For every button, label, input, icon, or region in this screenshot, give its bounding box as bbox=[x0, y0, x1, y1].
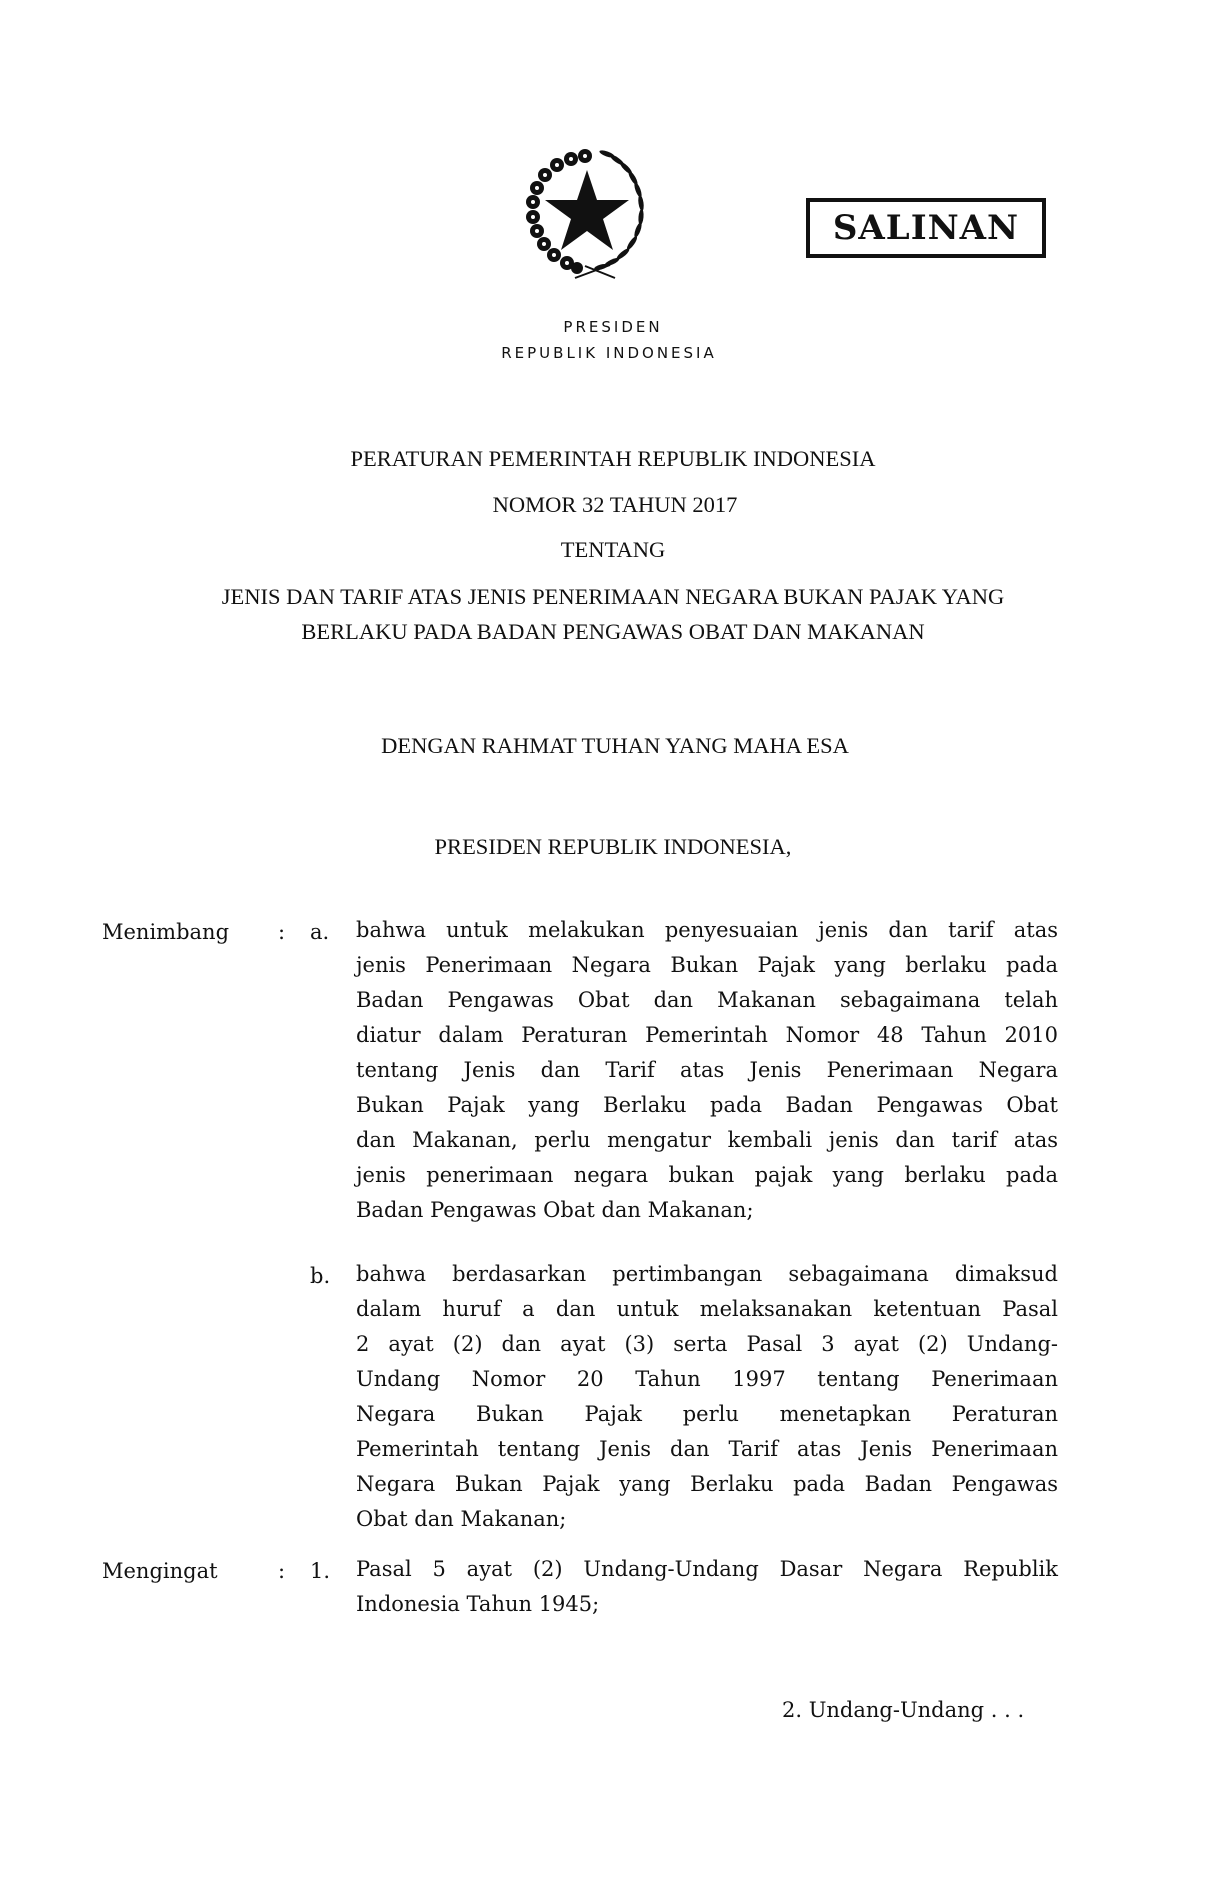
text-line: Negara Bukan Pajak yang Berlaku pada Badan Pengawas bbox=[356, 1472, 1058, 1496]
text-line: tentang Jenis dan Tarif atas Jenis Penerimaan Negara bbox=[356, 1058, 1058, 1082]
text-line: Badan Pengawas Obat dan Makanan; bbox=[356, 1198, 754, 1222]
menimbang-colon: : bbox=[278, 920, 286, 944]
text-line: dalam huruf a dan untuk melaksanakan ketentuan Pasal bbox=[356, 1297, 1058, 1321]
issuer-heading-line1: PRESIDEN bbox=[563, 318, 663, 336]
text-line: jenis penerimaan negara bukan pajak yang berlaku pada bbox=[356, 1163, 1058, 1187]
copy-stamp-label: SALINAN bbox=[832, 208, 1020, 248]
mengingat-label: Mengingat bbox=[102, 1559, 218, 1583]
copy-stamp bbox=[806, 198, 1046, 258]
regulation-about: TENTANG bbox=[560, 537, 666, 562]
regulation-subject-line2: BERLAKU PADA BADAN PENGAWAS OBAT DAN MAKANAN bbox=[301, 619, 925, 644]
menimbang-item-b-marker: b. bbox=[310, 1264, 331, 1288]
menimbang-item-a-marker: a. bbox=[310, 920, 330, 944]
text-line: jenis Penerimaan Negara Bukan Pajak yang berlaku pada bbox=[356, 953, 1058, 977]
mengingat-item-1-marker: 1. bbox=[310, 1559, 331, 1583]
menimbang-item-b bbox=[356, 1257, 1058, 1537]
text-line: bahwa berdasarkan pertimbangan sebagaimana dimaksud bbox=[356, 1262, 1058, 1286]
regulation-subject-line1: JENIS DAN TARIF ATAS JENIS PENERIMAAN NEGARA BUKAN PAJAK YANG bbox=[221, 584, 1005, 609]
text-line: diatur dalam Peraturan Pemerintah Nomor 48 Tahun 2010 bbox=[356, 1023, 1058, 1047]
text-line: 2 ayat (2) dan ayat (3) serta Pasal 3 ayat (2) Undang- bbox=[356, 1332, 1058, 1356]
issuer-heading-line2: REPUBLIK INDONESIA bbox=[501, 344, 717, 362]
menimbang-label: Menimbang bbox=[102, 920, 230, 944]
text-line: Bukan Pajak yang Berlaku pada Badan Pengawas Obat bbox=[356, 1093, 1058, 1117]
text-line: Negara Bukan Pajak perlu menetapkan Peraturan bbox=[356, 1402, 1058, 1426]
text-line: bahwa untuk melakukan penyesuaian jenis dan tarif atas bbox=[356, 918, 1058, 942]
text-line: Badan Pengawas Obat dan Makanan sebagaimana telah bbox=[356, 988, 1058, 1012]
text-line: Undang Nomor 20 Tahun 1997 tentang Penerimaan bbox=[356, 1367, 1058, 1391]
mengingat-item-1 bbox=[356, 1552, 1058, 1622]
page-continuation: 2. Undang-Undang . . . bbox=[782, 1698, 1025, 1722]
presidential-emblem-icon bbox=[515, 140, 665, 290]
text-line: Pemerintah tentang Jenis dan Tarif atas Jenis Penerimaan bbox=[356, 1437, 1058, 1461]
text-line: Obat dan Makanan; bbox=[356, 1507, 567, 1531]
regulation-number: NOMOR 32 TAHUN 2017 bbox=[492, 492, 738, 517]
text-line: Indonesia Tahun 1945; bbox=[356, 1592, 600, 1616]
text-line: Pasal 5 ayat (2) Undang-Undang Dasar Negara Republik bbox=[356, 1557, 1058, 1581]
mengingat-colon: : bbox=[278, 1559, 286, 1583]
regulation-title: PERATURAN PEMERINTAH REPUBLIK INDONESIA bbox=[350, 446, 876, 471]
text-line: dan Makanan, perlu mengatur kembali jenis dan tarif atas bbox=[356, 1128, 1058, 1152]
authority-line: PRESIDEN REPUBLIK INDONESIA, bbox=[434, 834, 792, 859]
menimbang-item-a bbox=[356, 913, 1058, 1228]
invocation: DENGAN RAHMAT TUHAN YANG MAHA ESA bbox=[381, 733, 849, 758]
